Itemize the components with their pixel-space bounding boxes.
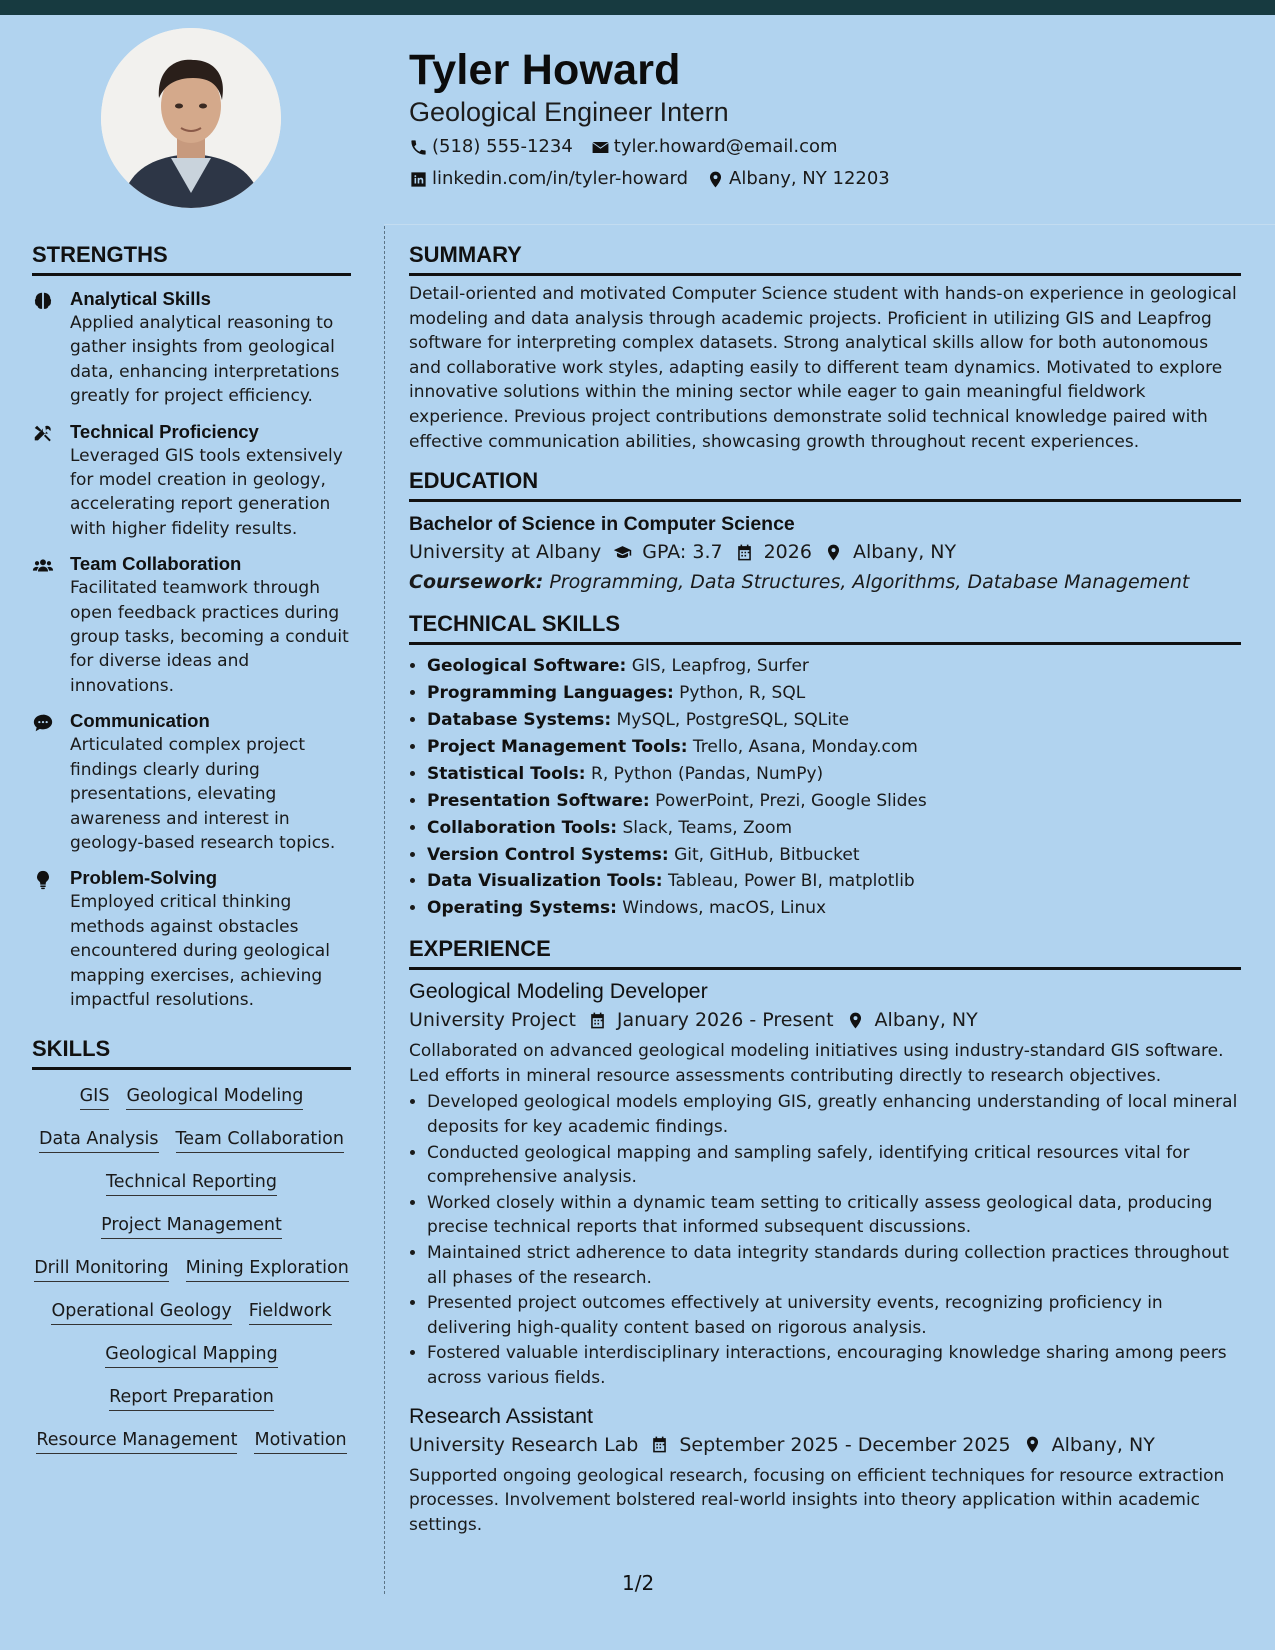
phone-icon	[409, 138, 428, 157]
brain-icon	[32, 290, 54, 312]
list-item	[427, 680, 1241, 707]
skill-tag: Operational Geology	[51, 1299, 231, 1325]
contact-row-2	[409, 166, 1229, 192]
contact-row-1	[409, 134, 1229, 160]
linkedin-text: linkedin.com/in/tyler-howard	[432, 168, 689, 189]
list-item	[427, 734, 1241, 761]
location-text: Albany, NY 12203	[729, 168, 890, 189]
summary-heading: SUMMARY	[409, 242, 1241, 276]
edu-location-item	[824, 537, 956, 567]
job-title: Geological Modeling Developer	[409, 979, 708, 1004]
list-item: • Conducted geological mapping and sampling safely, identifying critical resources vital for comprehensive analysis.	[427, 1141, 1241, 1190]
left-column	[32, 242, 351, 1454]
coursework-label: Coursework:	[409, 571, 544, 594]
linkedin-item	[409, 166, 688, 192]
job-dates: September 2025 - December 2025	[679, 1433, 1011, 1456]
job-org-item	[409, 1430, 638, 1460]
tech-skill-value: Slack, Teams, Zoom	[622, 817, 793, 838]
list-item	[427, 788, 1241, 815]
job-location-item	[1023, 1430, 1155, 1460]
coursework-line	[409, 567, 1241, 597]
tech-skill-value: MySQL, PostgreSQL, SQLite	[616, 709, 850, 730]
profile-photo	[101, 28, 281, 208]
users-icon	[32, 555, 54, 577]
skill-tag: Fieldwork	[249, 1299, 332, 1325]
strength-item	[32, 709, 351, 855]
job-location-item	[846, 1005, 978, 1035]
coursework-text: Programming, Data Structures, Algorithms, Database Management	[549, 571, 1190, 594]
tech-skill-value: GIS, Leapfrog, Surfer	[631, 656, 809, 677]
tech-skill-value: R, Python (Pandas, NumPy)	[591, 763, 824, 784]
strength-desc: Leveraged GIS tools extensively for model creation in geology, accelerating report generation with higher fidelity results.	[70, 445, 343, 539]
tech-skill-label: Programming Languages:	[427, 683, 674, 704]
strength-title: Analytical Skills	[70, 288, 211, 309]
tech-skill-label: Project Management Tools:	[427, 736, 688, 757]
strength-title: Problem-Solving	[70, 867, 217, 889]
job-location: Albany, NY	[1051, 1433, 1155, 1456]
strength-desc: Facilitated teamwork through open feedback practices during group tasks, becoming a conduit for diverse ideas and innovations.	[70, 578, 349, 696]
phone-text: (518) 555-1234	[432, 136, 573, 157]
skill-tag: Resource Management	[36, 1428, 237, 1454]
list-item: • Developed geological models employing GIS, greatly enhancing understanding of local mineral deposits for key academic findings.	[427, 1090, 1241, 1139]
list-item	[427, 895, 1241, 922]
tech-skill-label: Version Control Systems:	[427, 844, 669, 865]
skill-tag: Team Collaboration	[176, 1127, 344, 1153]
strength-item	[32, 866, 351, 1012]
skills-heading: SKILLS	[32, 1036, 351, 1070]
strength-title: Communication	[70, 710, 210, 732]
phone-item	[409, 134, 573, 160]
top-bar	[0, 0, 1275, 15]
gpa-item	[613, 537, 722, 567]
envelope-icon	[591, 138, 610, 157]
list-item	[427, 842, 1241, 869]
job-org-item	[409, 1005, 576, 1035]
page-number: 1/2	[622, 1571, 655, 1595]
education-heading: EDUCATION	[409, 468, 1241, 502]
tech-skill-label: Data Visualization Tools:	[427, 871, 663, 892]
strength-item	[32, 287, 351, 409]
tech-skill-label: Operating Systems:	[427, 898, 617, 919]
calendar-icon	[650, 1435, 669, 1454]
skills-tags	[32, 1084, 351, 1454]
degree-name: Bachelor of Science in Computer Science	[409, 513, 795, 536]
job-org: University Project	[409, 1009, 576, 1032]
skill-tag: Geological Mapping	[105, 1342, 277, 1368]
skill-tag: Report Preparation	[109, 1385, 274, 1411]
tech-skill-value: Git, GitHub, Bitbucket	[674, 844, 860, 865]
lightbulb-icon	[32, 869, 54, 891]
tech-skill-value: Tableau, Power BI, matplotlib	[668, 871, 915, 892]
candidate-title: Geological Engineer Intern	[409, 97, 729, 127]
map-pin-icon	[824, 543, 843, 562]
job-meta	[409, 1005, 1241, 1035]
list-item	[427, 761, 1241, 788]
summary-text: Detail-oriented and motivated Computer Science student with hands-on experience in geological modeling and data analysis through academic projects. Proficient in utilizing GIS and Leapfrog software for interpreting complex datasets. Strong analytical skills allow for both autonomous and collaborative work styles, adapting easily to different team dynamics. Motivated to explore innovative solutions within the mining sector while eager to gain meaningful fieldwork experience. Previous project contributions demonstrate solid technical knowledge paired with effective communication abilities, showcasing growth throughout recent experiences.	[409, 284, 1237, 452]
strength-desc: Applied analytical reasoning to gather insights from geological data, enhancing interpretations greatly for project efficiency.	[70, 313, 340, 407]
skill-tag: Project Management	[101, 1213, 282, 1239]
right-column	[409, 242, 1241, 1537]
skill-tag: Technical Reporting	[106, 1170, 277, 1196]
technical-skills-list	[409, 653, 1241, 922]
technical-skills-heading: TECHNICAL SKILLS	[409, 611, 1241, 645]
header-divider	[384, 224, 1275, 225]
list-item	[427, 868, 1241, 895]
map-pin-icon	[1023, 1435, 1042, 1454]
tech-skill-value: PowerPoint, Prezi, Google Slides	[655, 790, 927, 811]
tech-skill-label: Geological Software:	[427, 656, 627, 677]
graduation-cap-icon	[613, 543, 632, 562]
tech-skill-label: Statistical Tools:	[427, 763, 586, 784]
map-pin-icon	[846, 1011, 865, 1030]
candidate-name: Tyler Howard	[409, 46, 681, 94]
map-pin-icon	[706, 170, 725, 189]
strengths-heading: STRENGTHS	[32, 242, 351, 276]
job-dates-item	[588, 1005, 834, 1035]
email-item	[591, 134, 838, 160]
tech-skill-value: Python, R, SQL	[679, 683, 806, 704]
skill-tag: Geological Modeling	[126, 1084, 303, 1110]
strength-desc: Articulated complex project findings clearly during presentations, elevating awareness and interest in geology-based research topics.	[70, 735, 336, 853]
list-item: • Fostered valuable interdisciplinary interactions, encouraging knowledge sharing among peers across various fields.	[427, 1341, 1241, 1390]
experience-heading: EXPERIENCE	[409, 936, 1241, 970]
tech-skill-value: Windows, macOS, Linux	[622, 898, 827, 919]
education-location: Albany, NY	[852, 541, 957, 564]
skill-tag: Data Analysis	[39, 1127, 158, 1153]
strength-title: Technical Proficiency	[70, 420, 259, 442]
skill-tag: Mining Exploration	[186, 1256, 349, 1282]
comment-icon	[32, 712, 54, 734]
tools-icon	[32, 423, 54, 445]
email-text: tyler.howard@email.com	[613, 136, 838, 157]
list-item: • Worked closely within a dynamic team setting to critically assess geological data, producing precise technical reports that informed subsequent discussions.	[427, 1191, 1241, 1240]
tech-skill-label: Database Systems:	[427, 709, 612, 730]
strength-item	[32, 552, 351, 698]
location-item	[706, 166, 890, 192]
skill-tag: GIS	[80, 1084, 110, 1110]
school-item	[409, 537, 601, 567]
avatar-illustration	[101, 28, 281, 208]
list-item: • Presented project outcomes effectively at university events, recognizing proficiency in delivering high-quality content based on rigorous analysis.	[427, 1291, 1241, 1340]
tech-skill-label: Collaboration Tools:	[427, 817, 618, 838]
job-bullets	[409, 1090, 1241, 1390]
calendar-icon	[735, 543, 754, 562]
strength-title: Team Collaboration	[70, 553, 242, 575]
job-summary: Supported ongoing geological research, focusing on efficient techniques for resource extraction processes. Involvement bolstered real-world insights into theory application within academic settings.	[409, 1465, 1225, 1535]
job-dates-item	[650, 1430, 1010, 1460]
job-org: University Research Lab	[409, 1433, 639, 1456]
job-title: Research Assistant	[409, 1403, 594, 1428]
list-item: • Maintained strict adherence to data integrity standards during collection practices throughout all phases of the research.	[427, 1241, 1241, 1290]
column-divider	[384, 226, 385, 1594]
calendar-icon	[588, 1011, 607, 1030]
job-summary: Collaborated on advanced geological modeling initiatives using industry-standard GIS software. Led efforts in mineral resource assessments contributing directly to research objectives.	[409, 1041, 1224, 1086]
education-meta	[409, 537, 1241, 567]
gpa-text: GPA: 3.7	[642, 541, 723, 564]
strength-desc: Employed critical thinking methods against obstacles encountered during geological mapping exercises, achieving impactful resolutions.	[70, 892, 330, 1010]
linkedin-icon	[409, 170, 428, 189]
strength-item	[32, 420, 351, 542]
resume-header	[409, 44, 1229, 192]
list-item	[427, 815, 1241, 842]
skill-tag: Motivation	[254, 1428, 346, 1454]
list-item	[427, 653, 1241, 680]
year-item	[735, 537, 812, 567]
job-meta	[409, 1430, 1241, 1460]
job-location: Albany, NY	[874, 1009, 978, 1032]
job-dates: January 2026 - Present	[616, 1009, 834, 1032]
graduation-year: 2026	[763, 541, 812, 564]
list-item	[427, 707, 1241, 734]
skill-tag: Drill Monitoring	[34, 1256, 168, 1282]
tech-skill-value: Trello, Asana, Monday.com	[692, 736, 918, 757]
school-name: University at Albany	[409, 541, 602, 564]
tech-skill-label: Presentation Software:	[427, 790, 650, 811]
